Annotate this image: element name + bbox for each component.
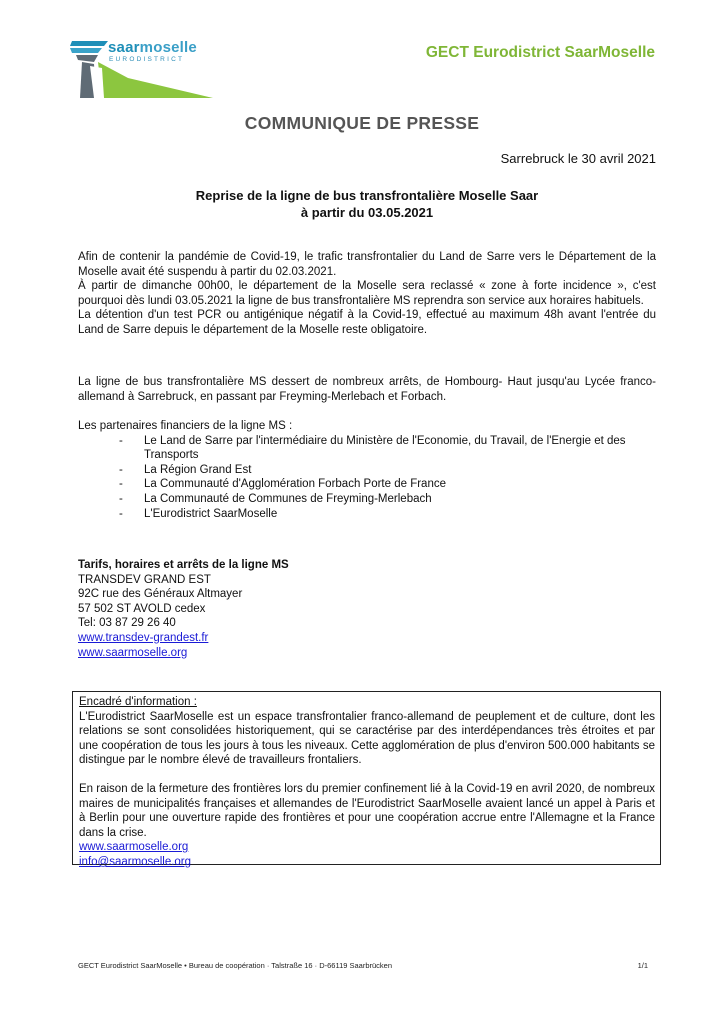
partners-intro: Les partenaires financiers de la ligne MS :: [78, 420, 293, 432]
page-number: 1/1: [637, 961, 648, 970]
info-website-link[interactable]: www.saarmoselle.org: [79, 841, 189, 854]
list-dash: -: [119, 478, 123, 491]
list-dash: -: [119, 463, 123, 476]
headline-line-1: Reprise de la ligne de bus transfrontalière Moselle Saar: [195, 188, 539, 203]
info-box-paragraph-2: En raison de la fermeture des frontières lors du premier confinement lié à la Covid-19 en avril 2020, de nombreux maires de municipalités françaises et allemandes de l'Eurodistrict SaarMoselle avaient lancé un appel à Paris et à Berlin pour une ouverture rapide des frontières et pour une coopération accrue entre l'Allemagne et la France dans la crise.: [79, 782, 655, 839]
logo-wordmark: saarmoselle: [108, 39, 197, 56]
info-box-paragraph-1: L'Eurodistrict SaarMoselle est un espace transfrontalier franco-allemand de peuplement et de culture, dont les relations se sont consolidées historiquement, qui se caractérise par des interdépendances très étroites et par une coopération de tous les jours à tous les niveaux. Cette agglomération de plus d'environ 500.000 habitants se distingue par le nombre élevé de travailleurs frontaliers.: [79, 710, 655, 767]
contact-phone: Tel: 03 87 29 26 40: [78, 617, 176, 630]
list-item: - La Communauté de Communes de Freyming-Merlebach: [119, 492, 432, 505]
list-dash: -: [119, 492, 123, 505]
list-item: - Le Land de Sarre par l'intermédiaire du Ministère de l'Economie, du Travail, de l'Energie et des Transports: [119, 434, 626, 462]
list-item: - L'Eurodistrict SaarMoselle: [119, 507, 278, 520]
info-box: [72, 691, 661, 868]
contact-city: 57 502 ST AVOLD cedex: [78, 602, 206, 615]
route-paragraph: La ligne de bus transfrontalière MS dessert de nombreux arrêts, de Hombourg- Haut jusqu'au Lycée franco-allemand à Sarrebruck, en passant par Freyming-Merlebach et Forbach.: [78, 376, 656, 403]
page-title: COMMUNIQUE DE PRESSE: [244, 113, 480, 133]
headline: [78, 187, 656, 221]
list-dash: -: [119, 434, 123, 447]
contact-block: [78, 558, 289, 660]
partners-section: [78, 419, 656, 521]
info-email-link[interactable]: info@saarmoselle.org: [79, 855, 192, 868]
list-item: - La Communauté d'Agglomération Forbach Porte de France: [119, 478, 446, 491]
contact-street: 92C rue des Généraux Altmayer: [78, 588, 243, 601]
header-organization: GECT Eurodistrict SaarMoselle: [425, 44, 655, 61]
intro-sentence-2: À partir de dimanche 00h00, le département de la Moselle sera reclassé « zone à forte incidence », c'est pourquoi dès lundi 03.05.2021 la ligne de bus transfrontalière MS reprendra son service aux horaires habituels.: [78, 280, 656, 307]
partners-list: [78, 434, 656, 522]
list-item: - La Région Grand Est: [119, 463, 252, 476]
transdev-link[interactable]: www.transdev-grandest.fr: [78, 631, 209, 644]
list-dash: -: [119, 507, 123, 520]
logo-subtitle: EURODISTRICT: [109, 56, 185, 63]
intro-paragraph: [78, 250, 656, 338]
intro-sentence-3: La détention d'un test PCR ou antigénique négatif à la Covid-19, effectué au maximum 48h avant l'entrée du Land de Sarre depuis le département de la Moselle reste obligatoire.: [78, 309, 656, 336]
footer-address: GECT Eurodistrict SaarMoselle • Bureau de coopération · Talstraße 16 · D-66119 Saarbrücken: [78, 961, 393, 970]
saarmoselle-link[interactable]: www.saarmoselle.org: [78, 646, 188, 659]
contact-heading: Tarifs, horaires et arrêts de la ligne MS: [78, 559, 289, 571]
info-box-heading: Encadré d'information :: [79, 696, 197, 708]
contact-company: TRANSDEV GRAND EST: [78, 573, 211, 586]
press-date: Sarrebruck le 30 avril 2021: [500, 151, 656, 166]
headline-line-2: à partir du 03.05.2021: [300, 205, 434, 220]
intro-sentence-1: Afin de contenir la pandémie de Covid-19, le trafic transfrontalier du Land de Sarre vers le Département de la Moselle avait été suspendu à partir du 02.03.2021.: [78, 251, 656, 278]
